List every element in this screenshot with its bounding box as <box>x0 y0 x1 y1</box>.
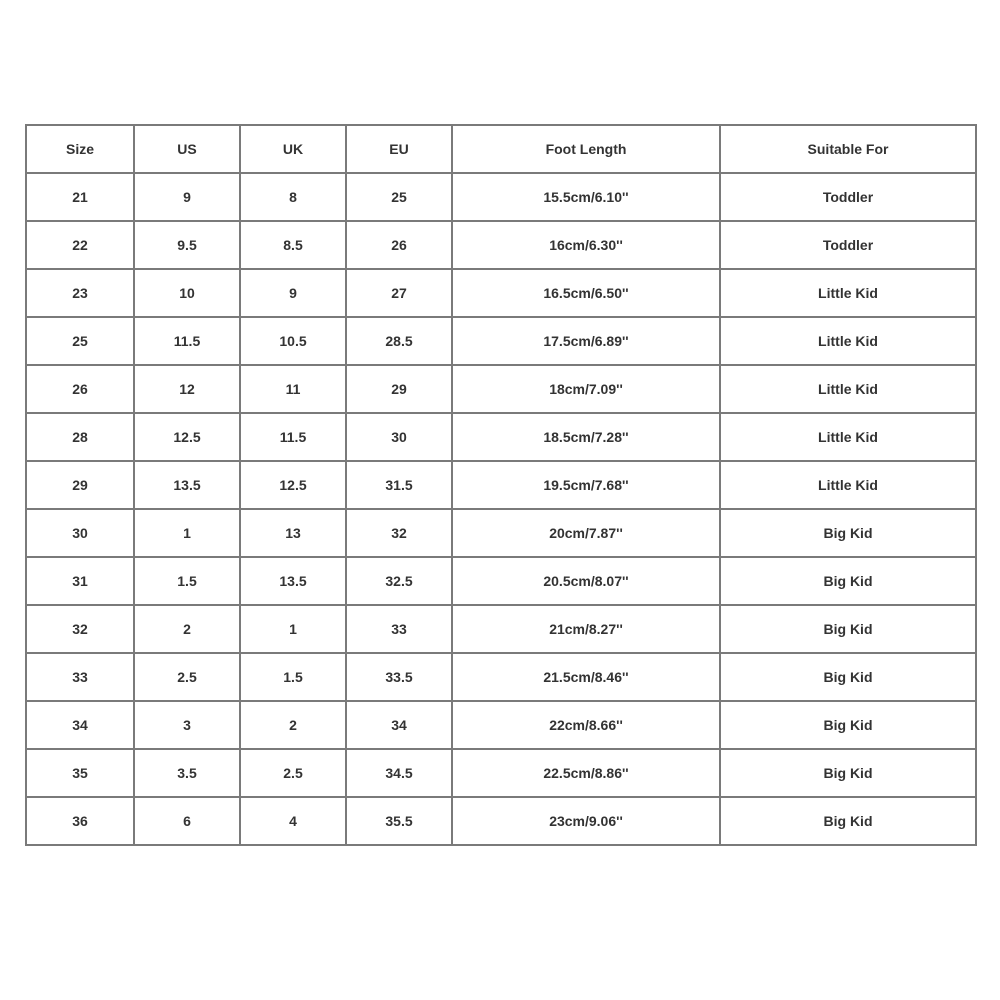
cell-eu: 33 <box>346 605 452 653</box>
cell-suitable-for: Big Kid <box>720 701 976 749</box>
table-row <box>26 317 976 365</box>
cell-size: 30 <box>26 509 134 557</box>
cell-uk: 1 <box>240 605 346 653</box>
cell-size: 21 <box>26 173 134 221</box>
cell-foot-length: 16cm/6.30'' <box>452 221 720 269</box>
cell-eu: 31.5 <box>346 461 452 509</box>
cell-uk: 8 <box>240 173 346 221</box>
column-header-uk: UK <box>240 125 346 173</box>
cell-uk: 10.5 <box>240 317 346 365</box>
table-body <box>26 173 976 845</box>
cell-suitable-for: Big Kid <box>720 749 976 797</box>
cell-size: 26 <box>26 365 134 413</box>
cell-us: 3 <box>134 701 240 749</box>
cell-uk: 2.5 <box>240 749 346 797</box>
table-row <box>26 413 976 461</box>
cell-foot-length: 22cm/8.66'' <box>452 701 720 749</box>
table-row <box>26 605 976 653</box>
table-row <box>26 701 976 749</box>
table-row <box>26 365 976 413</box>
table-header-row <box>26 125 976 173</box>
cell-eu: 28.5 <box>346 317 452 365</box>
cell-size: 25 <box>26 317 134 365</box>
cell-uk: 13 <box>240 509 346 557</box>
cell-us: 1.5 <box>134 557 240 605</box>
cell-size: 33 <box>26 653 134 701</box>
cell-suitable-for: Big Kid <box>720 653 976 701</box>
table-row <box>26 461 976 509</box>
cell-foot-length: 22.5cm/8.86'' <box>452 749 720 797</box>
cell-size: 23 <box>26 269 134 317</box>
cell-size: 34 <box>26 701 134 749</box>
cell-uk: 11 <box>240 365 346 413</box>
table-row <box>26 173 976 221</box>
table-row <box>26 221 976 269</box>
cell-us: 10 <box>134 269 240 317</box>
cell-us: 1 <box>134 509 240 557</box>
cell-us: 11.5 <box>134 317 240 365</box>
cell-size: 29 <box>26 461 134 509</box>
table-row <box>26 797 976 845</box>
cell-suitable-for: Little Kid <box>720 461 976 509</box>
cell-size: 28 <box>26 413 134 461</box>
cell-foot-length: 15.5cm/6.10'' <box>452 173 720 221</box>
cell-size: 35 <box>26 749 134 797</box>
cell-eu: 27 <box>346 269 452 317</box>
cell-eu: 34 <box>346 701 452 749</box>
cell-size: 32 <box>26 605 134 653</box>
cell-us: 9 <box>134 173 240 221</box>
cell-eu: 25 <box>346 173 452 221</box>
column-header-eu: EU <box>346 125 452 173</box>
cell-foot-length: 21.5cm/8.46'' <box>452 653 720 701</box>
cell-us: 6 <box>134 797 240 845</box>
cell-foot-length: 21cm/8.27'' <box>452 605 720 653</box>
table-row <box>26 509 976 557</box>
cell-us: 12.5 <box>134 413 240 461</box>
cell-uk: 4 <box>240 797 346 845</box>
cell-uk: 8.5 <box>240 221 346 269</box>
cell-us: 3.5 <box>134 749 240 797</box>
cell-eu: 29 <box>346 365 452 413</box>
cell-uk: 11.5 <box>240 413 346 461</box>
cell-uk: 12.5 <box>240 461 346 509</box>
column-header-foot-length: Foot Length <box>452 125 720 173</box>
cell-us: 13.5 <box>134 461 240 509</box>
cell-size: 36 <box>26 797 134 845</box>
cell-eu: 35.5 <box>346 797 452 845</box>
cell-foot-length: 18cm/7.09'' <box>452 365 720 413</box>
cell-eu: 32.5 <box>346 557 452 605</box>
cell-us: 9.5 <box>134 221 240 269</box>
cell-foot-length: 20.5cm/8.07'' <box>452 557 720 605</box>
cell-eu: 26 <box>346 221 452 269</box>
cell-suitable-for: Big Kid <box>720 605 976 653</box>
table-row <box>26 749 976 797</box>
table-row <box>26 269 976 317</box>
column-header-us: US <box>134 125 240 173</box>
cell-foot-length: 19.5cm/7.68'' <box>452 461 720 509</box>
cell-uk: 1.5 <box>240 653 346 701</box>
cell-eu: 34.5 <box>346 749 452 797</box>
cell-suitable-for: Big Kid <box>720 797 976 845</box>
cell-uk: 2 <box>240 701 346 749</box>
cell-suitable-for: Little Kid <box>720 413 976 461</box>
cell-uk: 9 <box>240 269 346 317</box>
cell-foot-length: 17.5cm/6.89'' <box>452 317 720 365</box>
cell-eu: 33.5 <box>346 653 452 701</box>
cell-suitable-for: Big Kid <box>720 557 976 605</box>
cell-foot-length: 18.5cm/7.28'' <box>452 413 720 461</box>
cell-suitable-for: Toddler <box>720 221 976 269</box>
table-row <box>26 557 976 605</box>
cell-foot-length: 23cm/9.06'' <box>452 797 720 845</box>
column-header-size: Size <box>26 125 134 173</box>
cell-us: 2 <box>134 605 240 653</box>
cell-eu: 32 <box>346 509 452 557</box>
table-row <box>26 653 976 701</box>
size-chart-table <box>25 124 977 846</box>
cell-suitable-for: Toddler <box>720 173 976 221</box>
cell-suitable-for: Little Kid <box>720 317 976 365</box>
column-header-suitable-for: Suitable For <box>720 125 976 173</box>
cell-foot-length: 16.5cm/6.50'' <box>452 269 720 317</box>
cell-suitable-for: Big Kid <box>720 509 976 557</box>
cell-foot-length: 20cm/7.87'' <box>452 509 720 557</box>
cell-us: 12 <box>134 365 240 413</box>
cell-suitable-for: Little Kid <box>720 269 976 317</box>
cell-suitable-for: Little Kid <box>720 365 976 413</box>
cell-eu: 30 <box>346 413 452 461</box>
cell-uk: 13.5 <box>240 557 346 605</box>
cell-size: 31 <box>26 557 134 605</box>
cell-us: 2.5 <box>134 653 240 701</box>
cell-size: 22 <box>26 221 134 269</box>
